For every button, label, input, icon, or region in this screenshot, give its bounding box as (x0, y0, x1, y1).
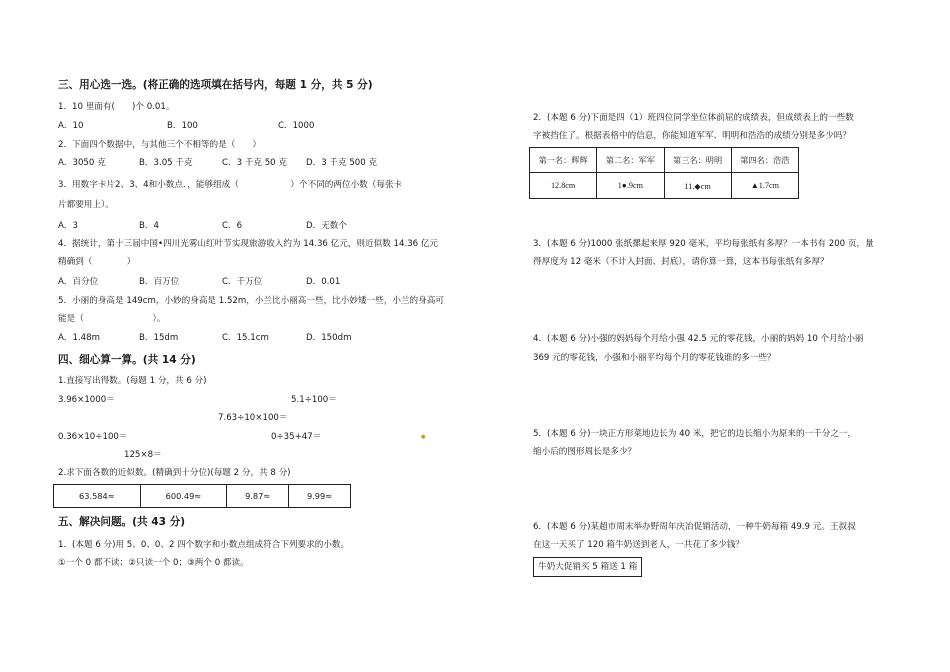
s5-q1-line1: 1．(本题 6 分)用 5、0、0、2 四个数字和小数点组成符合下列要求的小数。 (58, 540, 350, 550)
s4-expression-4: 0.36×10÷100＝ (58, 432, 128, 442)
score-header: 第一名：辉辉 (530, 148, 597, 173)
score-header: 第二名：军军 (597, 148, 664, 173)
s3-q5-stem: 5．小丽的身高是 149cm，小妙的身高是 1.52m，小兰比小丽高一些，比小妙矮一些，小兰的身高可 (58, 296, 444, 306)
score-value: 1●.9cm (597, 173, 664, 199)
r-q5-line1: 5．(本题 6 分)一块正方形菜地边长为 40 米，把它的边长缩小为原来的一千分之一， (533, 429, 857, 439)
s3-q4-option-d: D．0.01 (306, 277, 341, 287)
s5-q1-line2: ①一个 0 都不读；②只读一个 0；③两个 0 都读。 (58, 558, 249, 568)
s3-q2-option-c: C．3 千克 50 克 (222, 158, 287, 168)
s3-q1-option-a: A．10 (58, 121, 84, 131)
s3-q4-option-b: B．百万位 (139, 277, 180, 287)
s3-q2-option-d: D．3 千克 500 克 (306, 158, 378, 168)
s3-q3-option-d: D．无数个 (306, 221, 347, 231)
approx-cell: 63.584≈ (54, 485, 141, 508)
s3-q4-option-c: C．千万位 (222, 277, 263, 287)
s3-q5-option-a: A．1.48m (58, 333, 100, 343)
s4-expression-6: 125×8＝ (124, 450, 162, 460)
s3-q4-option-a: A．百分位 (58, 277, 99, 287)
s3-q2-option-a: A．3050 克 (58, 158, 106, 168)
r-q6-line1: 6．(本题 6 分)某超市周末举办野周年庆冶促销活动，一种牛奶每箱 49.9 元。王叔叔 (533, 522, 856, 532)
s3-q4-stem: 4．据统计，第十三届中国•四川光雾山红叶节实现旅游收入约为 14.36 亿元，则近似数 14.36 亿元 (58, 239, 439, 249)
s4-expression-2: 5.1÷100＝ (291, 395, 337, 405)
s3-q5-option-c: C．15.1cm (222, 333, 269, 343)
r-q3-line1: 3．(本题 6 分)1000 张纸摞起来厚 920 毫米，平均每张纸有多厚？一本书有 200 页，量 (533, 239, 874, 249)
r-q6-line2: 在这一天买了 120 箱牛奶送到老人，一共花了多少钱？ (533, 540, 744, 550)
s4-part2-instruction: 2.求下面各数的近似数。(精确到十分位)(每题 2 分，共 8 分) (58, 468, 291, 478)
r-q2-line2: 字被挡住了。根据表格中的信息，你能知道军军、明明和浩浩的成绩分别是多少吗？ (533, 131, 851, 141)
s3-q5-option-d: D．150dm (306, 333, 352, 343)
s3-q5-continuation: 能是（ ）。 (58, 314, 166, 324)
approx-cell: 600.49≈ (140, 485, 227, 508)
score-value: ▲1.7cm (731, 173, 798, 199)
s4-expression-3: 7.63÷10×100＝ (218, 413, 288, 423)
r-q5-line2: 缩小后的图形周长是多少？ (533, 447, 637, 457)
stray-dot-mark: ● (421, 434, 426, 440)
s4-part1-instruction: 1.直接写出得数。(每题 1 分，共 6 分) (58, 376, 207, 386)
s3-q5-option-b: B．15dm (139, 333, 179, 343)
section3-heading: 三、用心选一选。(将正确的选项填在括号内，每题 1 分，共 5 分) (58, 79, 373, 91)
s3-q2-option-b: B．3.05 千克 (139, 158, 193, 168)
approximation-table (53, 484, 351, 508)
r-q2-line1: 2．(本题 6 分)下面是四（1）班四位同学坐位体前屈的成绩表，但成绩表上的一些数 (533, 113, 854, 123)
s3-q2-stem: 2．下面四个数据中，与其他三个不相等的是（ ） (58, 140, 262, 150)
r-q3-line2: 得厚度为 12 毫米（不计入封面、封底），请你算一算，这本书每张纸有多厚？ (533, 257, 829, 267)
r-q4-line1: 4．(本题 6 分)小强的妈妈每个月给小强 42.5 元的零花钱，小丽的妈妈 10 个月给小丽 (533, 334, 864, 344)
s3-q1-option-c: C．1000 (278, 121, 315, 131)
score-header: 第三名：明明 (664, 148, 731, 173)
s3-q3-continuation: 片都要用上）。 (58, 200, 114, 210)
s4-expression-5: 0÷35+47＝ (271, 432, 322, 442)
s4-expression-1: 3.96×1000＝ (58, 395, 115, 405)
s3-q3-option-a: A．3 (58, 221, 78, 231)
s3-q1-option-b: B．100 (167, 121, 198, 131)
score-table (529, 147, 799, 199)
s3-q3-option-c: C．6 (222, 221, 243, 231)
r-q4-line2: 369 元的零花钱，小强和小丽平均每个月的零花钱谁的多一些？ (533, 353, 776, 363)
score-header: 第四名：浩浩 (731, 148, 798, 173)
s3-q3-option-b: B．4 (139, 221, 159, 231)
section4-heading: 四、细心算一算。(共 14 分) (58, 354, 196, 366)
score-value: 12.8cm (530, 173, 597, 199)
approx-cell: 9.99≈ (289, 485, 351, 508)
s3-q4-continuation: 精确到（ ） (58, 257, 136, 267)
section5-heading: 五、解决问题。(共 43 分) (58, 516, 186, 528)
s3-q1-stem: 1．10 里面有( )个 0.01。 (58, 102, 175, 112)
approx-cell: 9.87≈ (227, 485, 289, 508)
s3-q3-stem: 3．用数字卡片2、3、4和小数点．，能够组成（ ）个不同的两位小数（每张卡 (58, 180, 403, 190)
promotion-box: 牛奶大促销买 5 箱送 1 箱 (533, 557, 642, 577)
score-value: 11.◆cm (664, 173, 731, 199)
